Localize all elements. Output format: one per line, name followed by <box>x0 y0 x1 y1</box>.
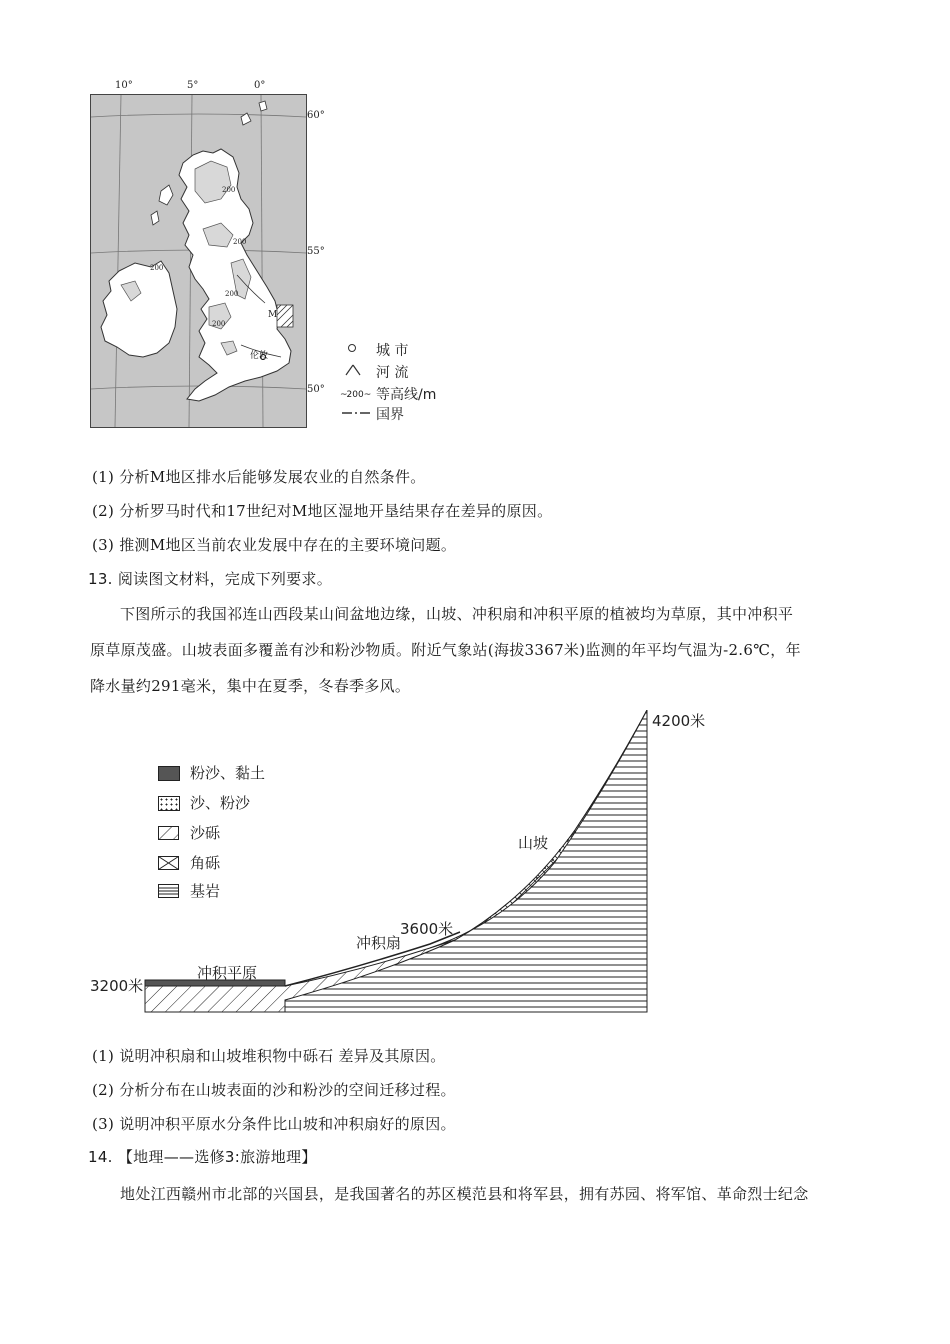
legend-silt-clay: 粉沙、黏土 <box>190 764 266 782</box>
q13-para-line-2: 原草原茂盛。山坡表面多覆盖有沙和粉沙物质。附近气象站(海拔3367米)监测的年平均气温为-2.6℃，年 <box>90 641 801 659</box>
q12-item-1: (1) 分析M地区排水后能够发展农业的自然条件。 <box>92 468 426 486</box>
river-icon <box>344 362 362 376</box>
lat-label-50: 50° <box>307 384 325 395</box>
legend-river: 河 流 <box>376 365 409 381</box>
contour-label-3: 200 <box>225 290 239 298</box>
label-slope: 山坡 <box>518 834 549 852</box>
contour-label-4: 200 <box>212 320 226 328</box>
q13-para-line-3: 降水量约291毫米，集中在夏季，冬春季多风。 <box>90 677 411 695</box>
label-4200m: 4200米 <box>652 712 706 730</box>
legend-sand-gravel: 沙砾 <box>190 824 221 842</box>
label-alluvial-plain: 冲积平原 <box>197 964 258 982</box>
ireland-landmass <box>101 261 177 357</box>
q13-item-1: (1) 说明冲积扇和山坡堆积物中砾石 差异及其原因。 <box>92 1047 446 1065</box>
label-3200m: 3200米 <box>90 977 144 995</box>
lon-label-5: 5° <box>187 80 199 91</box>
label-alluvial-fan: 冲积扇 <box>356 934 402 952</box>
contour-label-5: 200 <box>150 264 164 272</box>
q13-heading: 13. 阅读图文材料，完成下列要求。 <box>88 570 333 588</box>
london-label: 伦敦 <box>250 351 269 361</box>
legend-bedrock: 基岩 <box>190 882 221 900</box>
contour-label-1: 200 <box>222 186 236 194</box>
sand-silt-swatch <box>158 796 180 811</box>
q14-para-line-1: 地处江西赣州市北部的兴国县，是我国著名的苏区模范县和将军县，拥有苏园、将军馆、革命烈士纪念 <box>120 1185 809 1203</box>
silt-clay-swatch <box>158 766 180 781</box>
lat-label-60: 60° <box>307 110 325 121</box>
legend-city: 城 市 <box>376 343 409 359</box>
label-3600m: 3600米 <box>400 920 454 938</box>
legend-border: 国界 <box>376 407 404 423</box>
contour-label-2: 200 <box>233 238 247 246</box>
city-icon <box>348 344 356 352</box>
lat-label-55: 55° <box>307 246 325 257</box>
q14-heading: 14. 【地理——选修3:旅游地理】 <box>88 1148 317 1166</box>
map-svg <box>91 95 306 427</box>
british-isles-map <box>90 94 307 428</box>
q13-para-line-1: 下图所示的我国祁连山西段某山间盆地边缘，山坡、冲积扇和冲积平原的植被均为草原，其中冲积平 <box>120 605 794 623</box>
lon-label-0: 0° <box>254 80 266 91</box>
q13-item-2: (2) 分析分布在山坡表面的沙和粉沙的空间迁移过程。 <box>92 1081 456 1099</box>
q12-item-3: (3) 推测M地区当前农业发展中存在的主要环境问题。 <box>92 536 457 554</box>
bedrock-layer <box>285 710 647 1012</box>
bedrock-swatch <box>158 884 180 899</box>
legend-breccia: 角砾 <box>190 854 221 872</box>
breccia-swatch <box>158 856 180 871</box>
diagram-legend <box>158 762 318 912</box>
legend-sand-silt: 沙、粉沙 <box>190 794 251 812</box>
q12-item-2: (2) 分析罗马时代和17世纪对M地区湿地开垦结果存在差异的原因。 <box>92 502 553 520</box>
border-icon <box>342 410 370 416</box>
q13-item-3: (3) 说明冲积平原水分条件比山坡和冲积扇好的原因。 <box>92 1115 456 1133</box>
lon-label-10: 10° <box>115 80 133 91</box>
map-legend <box>340 338 450 428</box>
m-region-label: M <box>268 310 278 320</box>
contour-icon: ~200~ <box>340 390 372 400</box>
sand-gravel-swatch <box>158 826 180 841</box>
legend-contour: 等高线/m <box>376 387 437 403</box>
